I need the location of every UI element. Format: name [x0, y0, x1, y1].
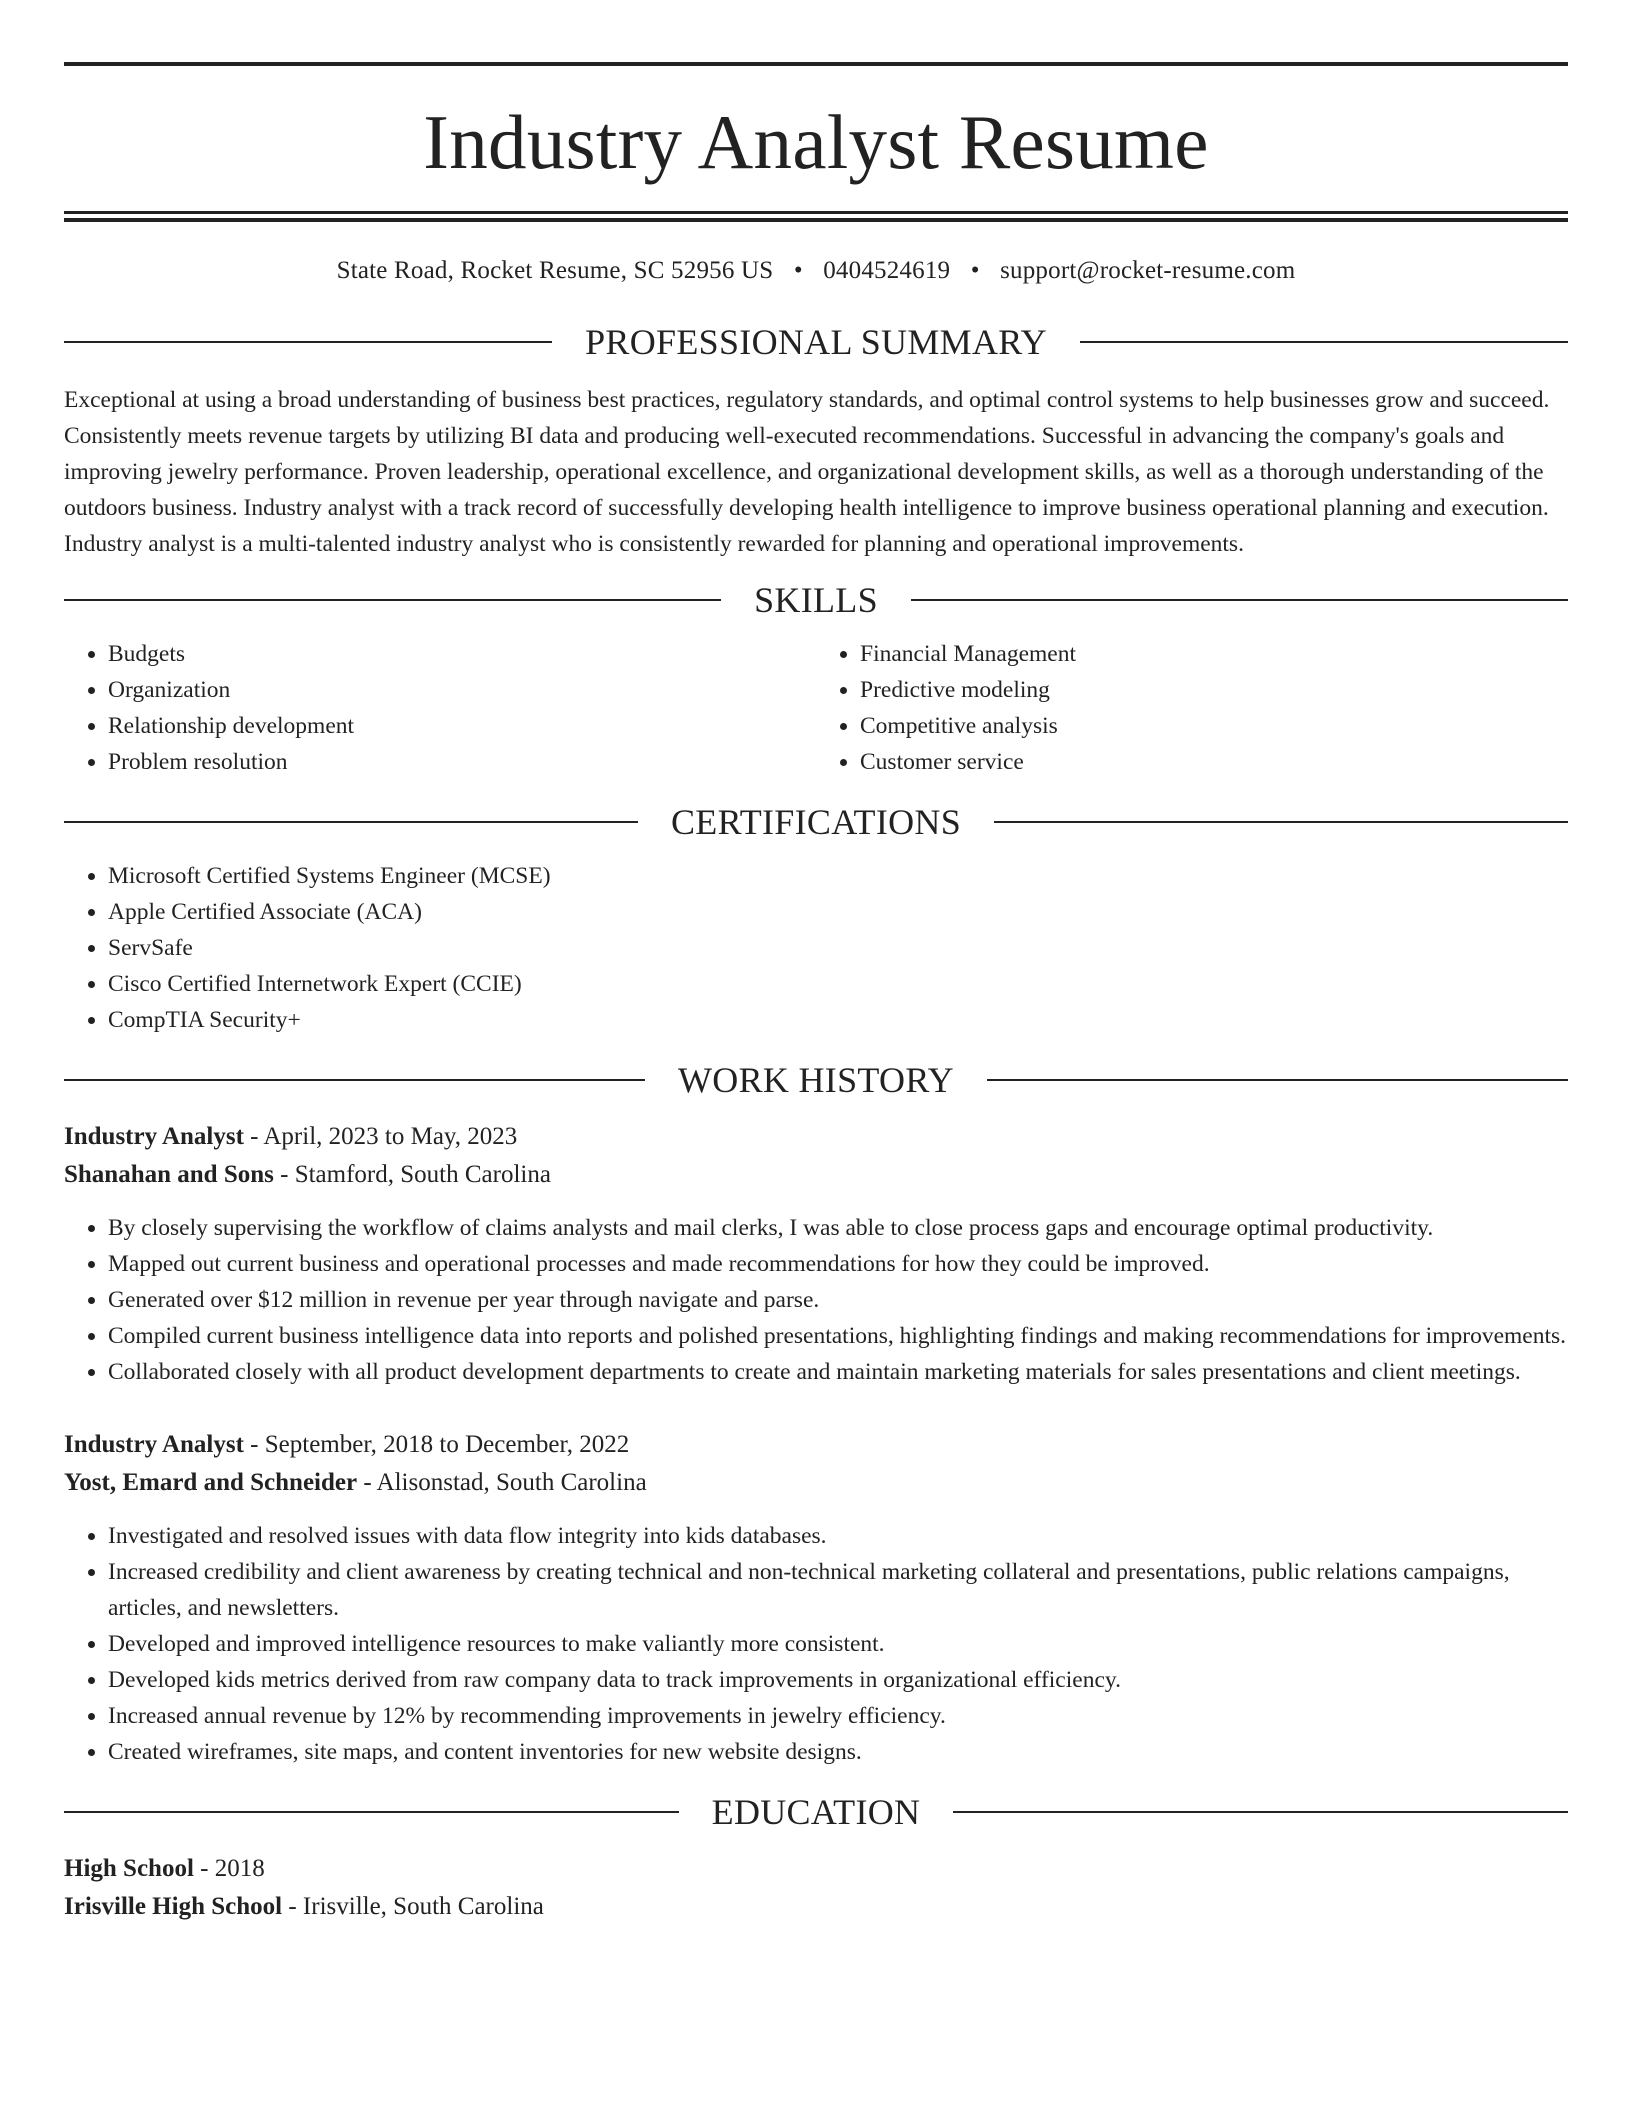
skill-item: • Organization	[108, 672, 816, 708]
skills-list	[64, 636, 1568, 780]
certification-item: • ServSafe	[108, 930, 1568, 966]
job-title-line	[64, 1426, 1568, 1464]
resume-title: Industry Analyst Resume	[423, 99, 1209, 185]
section-rule	[64, 599, 721, 601]
section-title-work: WORK HISTORY	[678, 1060, 954, 1100]
section-rule	[64, 821, 638, 823]
contact-email: support@rocket-resume.com	[1000, 257, 1296, 284]
contact-separator: •	[793, 257, 803, 284]
education-school: Irisville High School	[64, 1893, 283, 1920]
job-dates: - April, 2023 to May, 2023	[243, 1123, 518, 1150]
skill-item: • Budgets	[108, 636, 816, 672]
section-title-education: EDUCATION	[711, 1792, 921, 1832]
section-header-work	[64, 1060, 1568, 1100]
education-year: - 2018	[193, 1855, 265, 1882]
contact-address: State Road, Rocket Resume, SC 52956 US	[336, 257, 774, 284]
job-bullets	[64, 1518, 1568, 1770]
education-degree-line	[64, 1850, 1568, 1888]
section-header-education	[64, 1792, 1568, 1832]
job-bullet: • By closely supervising the workflow of claims analysts and mail clerks, I was able to close process gaps and encourage optimal productivity.	[108, 1210, 1568, 1246]
job-bullets	[64, 1210, 1568, 1390]
job-company-line	[64, 1464, 1568, 1502]
job-dates: - September, 2018 to December, 2022	[243, 1431, 630, 1458]
job-company: Yost, Emard and Schneider	[64, 1469, 358, 1496]
section-rule	[987, 1079, 1568, 1081]
section-title-skills: SKILLS	[754, 580, 878, 620]
job-location: - Alisonstad, South Carolina	[357, 1469, 647, 1496]
job-entry	[64, 1426, 1568, 1770]
certification-item: • Apple Certified Associate (ACA)	[108, 894, 1568, 930]
skill-item: • Customer service	[860, 744, 1568, 780]
certifications-list	[64, 858, 1568, 1038]
section-header-skills	[64, 580, 1568, 620]
top-rule	[64, 62, 1568, 66]
job-bullet: • Increased annual revenue by 12% by recommending improvements in jewelry efficiency.	[108, 1698, 1568, 1734]
certification-item: • Microsoft Certified Systems Engineer (MCSE)	[108, 858, 1568, 894]
section-rule	[64, 1079, 645, 1081]
section-rule	[911, 599, 1568, 601]
section-rule	[994, 821, 1568, 823]
section-header-certifications	[64, 802, 1568, 842]
certification-item: • Cisco Certified Internetwork Expert (CCIE)	[108, 966, 1568, 1002]
section-rule	[953, 1811, 1568, 1813]
job-bullet: • Mapped out current business and operational processes and made recommendations for how they could be improved.	[108, 1246, 1568, 1282]
section-title-certifications: CERTIFICATIONS	[670, 802, 962, 842]
skill-item: • Predictive modeling	[860, 672, 1568, 708]
contact-phone: 0404524619	[823, 257, 951, 284]
job-bullet: • Collaborated closely with all product development departments to create and maintain marketing materials for sales presentations and client meetings.	[108, 1354, 1568, 1390]
job-title-line	[64, 1118, 1568, 1156]
job-bullet: • Compiled current business intelligence data into reports and polished presentations, highlighting findings and making recommendations for improvements.	[108, 1318, 1568, 1354]
job-title: Industry Analyst	[64, 1123, 244, 1150]
skill-item: • Relationship development	[108, 708, 816, 744]
contact-line	[64, 256, 1568, 286]
education-school-line	[64, 1888, 1568, 1926]
title-double-rule	[64, 211, 1568, 222]
job-bullet: • Created wireframes, site maps, and content inventories for new website designs.	[108, 1734, 1568, 1770]
skills-column-right	[816, 636, 1568, 780]
section-title-summary: PROFESSIONAL SUMMARY	[585, 322, 1047, 362]
job-bullet: • Generated over $12 million in revenue per year through navigate and parse.	[108, 1282, 1568, 1318]
education-degree: High School	[64, 1855, 194, 1882]
job-bullet: • Increased credibility and client awareness by creating technical and non-technical marketing collateral and presentations, public relations campaigns, articles, and newsletters.	[108, 1554, 1568, 1626]
skill-item: • Problem resolution	[108, 744, 816, 780]
education-location: - Irisville, South Carolina	[282, 1893, 544, 1920]
section-header-summary	[64, 322, 1568, 362]
section-rule	[64, 1811, 679, 1813]
section-rule	[64, 341, 552, 343]
job-title: Industry Analyst	[64, 1431, 244, 1458]
job-bullet: • Investigated and resolved issues with data flow integrity into kids databases.	[108, 1518, 1568, 1554]
job-bullet: • Developed and improved intelligence resources to make valiantly more consistent.	[108, 1626, 1568, 1662]
contact-separator: •	[970, 257, 980, 284]
job-company: Shanahan and Sons	[64, 1161, 274, 1188]
job-company-line	[64, 1156, 1568, 1194]
certification-item: • CompTIA Security+	[108, 1002, 1568, 1038]
skill-item: • Competitive analysis	[860, 708, 1568, 744]
job-entry	[64, 1118, 1568, 1390]
job-location: - Stamford, South Carolina	[273, 1161, 551, 1188]
job-bullet: • Developed kids metrics derived from raw company data to track improvements in organizational efficiency.	[108, 1662, 1568, 1698]
skills-column-left	[64, 636, 816, 780]
education-entry	[64, 1850, 1568, 1926]
section-rule	[1080, 341, 1568, 343]
skill-item: • Financial Management	[860, 636, 1568, 672]
summary-text: Exceptional at using a broad understanding of business best practices, regulatory standards, and optimal control systems to help businesses grow and succeed. Consistently meets revenue targets by utilizing BI data and producing well-executed recommendations. Successful in advancing the company's goals and improving jewelry performance. Proven leadership, operational excellence, and organizational development skills, as well as a thorough understanding of the outdoors business. Industry analyst with a track record of successfully developing health intelligence to improve business operational planning and execution. Industry analyst is a multi-talented industry analyst who is consistently rewarded for planning and operational improvements.	[64, 387, 1550, 557]
